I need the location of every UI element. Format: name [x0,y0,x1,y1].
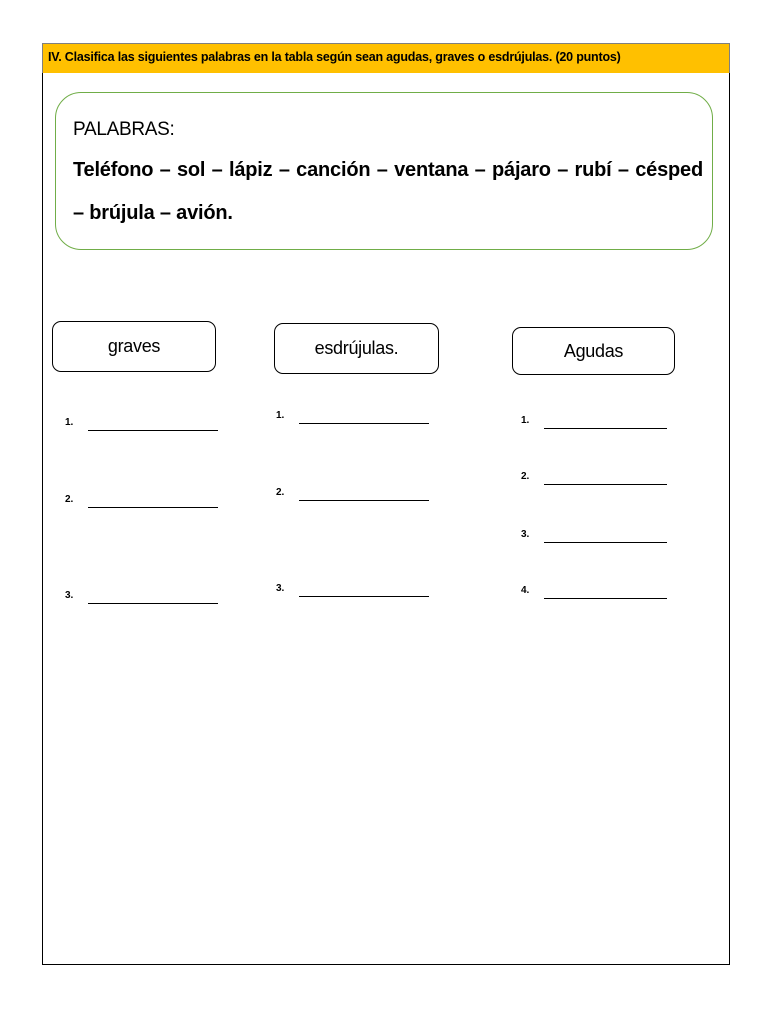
words-list: Teléfono – sol – lápiz – canción – ventana – pájaro – rubí – césped – brújula – avión. [73,159,703,224]
answer-blank [299,596,429,597]
answer-line-esdrujulas-1[interactable] [276,410,431,426]
answer-line-agudas-1[interactable] [521,415,669,431]
line-number: 2. [521,471,530,482]
answer-line-esdrujulas-2[interactable] [276,487,431,503]
line-number: 3. [521,529,530,540]
answer-line-agudas-2[interactable] [521,471,669,487]
line-number: 3. [276,583,285,594]
category-label-esdrujulas: esdrújulas. [314,338,399,358]
answer-blank [299,500,429,501]
category-label-agudas: Agudas [563,340,624,361]
answer-blank [544,598,667,599]
answer-line-graves-1[interactable] [65,417,220,433]
category-label-graves: graves [107,336,161,356]
line-number: 1. [276,410,285,421]
line-number: 2. [276,487,285,498]
answer-line-graves-3[interactable] [65,590,220,606]
words-box [55,92,713,250]
answer-line-graves-2[interactable] [65,494,220,510]
line-number: 2. [65,494,74,505]
line-number: 3. [65,590,74,601]
words-heading: PALABRAS: [73,119,175,140]
instruction-header [42,43,730,73]
answer-blank [88,507,218,508]
line-number: 1. [521,415,530,426]
answer-line-esdrujulas-3[interactable] [276,583,431,599]
answer-blank [299,423,429,424]
answer-blank [88,430,218,431]
answer-blank [544,484,667,485]
line-number: 1. [65,417,74,428]
category-box-esdrujulas [274,323,439,374]
instruction-text: IV. Clasifica las siguientes palabras en la tabla según sean agudas, graves o esdrújulas. (20 puntos) [48,50,621,64]
answer-line-agudas-3[interactable] [521,529,669,545]
category-box-agudas [512,327,675,375]
answer-blank [544,542,667,543]
answer-blank [88,603,218,604]
category-box-graves [52,321,216,372]
line-number: 4. [521,585,530,596]
answer-line-agudas-4[interactable] [521,585,669,601]
answer-blank [544,428,667,429]
